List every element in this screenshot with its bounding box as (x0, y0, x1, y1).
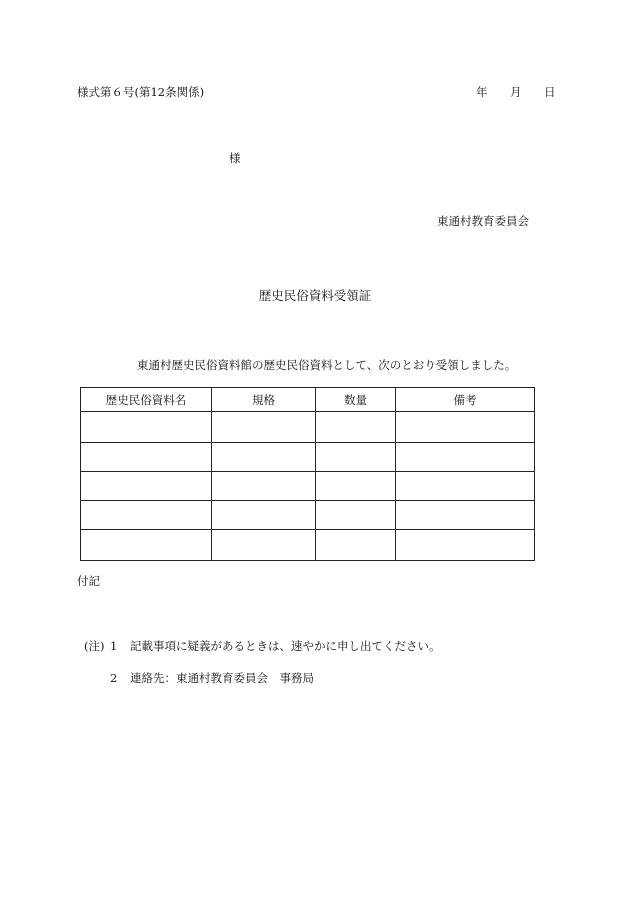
date-day-label: 日 (544, 85, 556, 99)
table-row (81, 443, 535, 472)
column-header-quantity: 数量 (316, 388, 396, 412)
table-cell[interactable] (316, 412, 396, 443)
table-cell[interactable] (396, 472, 535, 501)
table-row (81, 501, 535, 530)
table-cell[interactable] (81, 530, 212, 561)
table-cell[interactable] (81, 501, 212, 530)
table-cell[interactable] (316, 530, 396, 561)
note-text: 記載事項に疑義があるときは、速やかに申し出てください。 (130, 639, 441, 653)
table-cell[interactable] (212, 412, 316, 443)
table-cell[interactable] (212, 472, 316, 501)
table-cell[interactable] (396, 412, 535, 443)
table-cell[interactable] (212, 501, 316, 530)
table-row (81, 472, 535, 501)
date-line (476, 84, 556, 100)
date-year-label: 年 (476, 85, 488, 99)
note-item-2 (84, 670, 314, 686)
table-cell[interactable] (212, 443, 316, 472)
table-cell[interactable] (316, 501, 396, 530)
note-item-1 (84, 638, 441, 654)
issuer-name: 東通村教育委員会 (437, 214, 529, 228)
note-number: 2 (110, 671, 118, 685)
addressee-honorific: 様 (229, 151, 241, 165)
form-number: 様式第６号(第12条関係) (77, 85, 205, 99)
note-text: 連絡先：東通村教育委員会 事務局 (130, 671, 314, 685)
column-header-remarks: 備考 (396, 388, 535, 412)
table-cell[interactable] (316, 443, 396, 472)
table-cell[interactable] (396, 501, 535, 530)
column-header-item-name: 歴史民俗資料名 (81, 388, 212, 412)
notes-heading: 付記 (77, 574, 100, 588)
table-cell[interactable] (316, 472, 396, 501)
intro-text: 東通村歴史民俗資料館の歴史民俗資料として、次のとおり受領しました。 (137, 358, 517, 372)
column-header-spec: 規格 (212, 388, 316, 412)
table-row (81, 530, 535, 561)
table-cell[interactable] (81, 472, 212, 501)
document-title: 歴史民俗資料受領証 (258, 288, 372, 303)
table-header-row (81, 388, 535, 412)
table-row (81, 412, 535, 443)
table-cell[interactable] (212, 530, 316, 561)
table-cell[interactable] (396, 443, 535, 472)
table-cell[interactable] (396, 530, 535, 561)
items-table (80, 387, 535, 561)
table-cell[interactable] (81, 443, 212, 472)
note-label: (注) (84, 639, 105, 653)
table-cell[interactable] (81, 412, 212, 443)
note-number: 1 (110, 639, 118, 653)
date-month-label: 月 (510, 85, 522, 99)
